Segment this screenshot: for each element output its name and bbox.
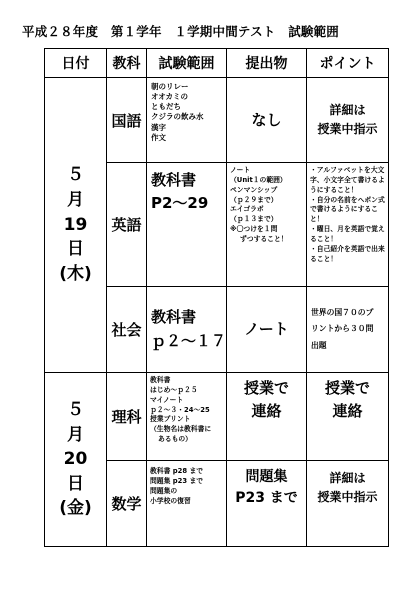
point-line: 詳細は bbox=[329, 471, 366, 485]
point-social bbox=[307, 287, 389, 373]
range-line: 朝のリレー bbox=[151, 82, 189, 91]
range-line: ｐ２～１７ bbox=[151, 331, 227, 350]
date-text: ５ bbox=[67, 399, 84, 420]
point-line: ・自分の名前をヘボン式で書けるようにすること！ bbox=[310, 195, 385, 224]
range-line: 教科書 bbox=[151, 171, 197, 189]
point-line: ・アルファベットを大文字、小文字全て書けるようにすること！ bbox=[310, 166, 385, 194]
subject-science: 理科 bbox=[107, 373, 147, 461]
range-line: 問題集の bbox=[150, 486, 178, 495]
date-text: 日 bbox=[67, 239, 84, 260]
point-line: 授業中指示 bbox=[317, 489, 378, 504]
table-row bbox=[45, 373, 389, 461]
point-line: ・自己紹介を英語で出来ること！ bbox=[310, 244, 385, 263]
range-science bbox=[147, 373, 227, 461]
header-range: 試験範囲 bbox=[147, 49, 227, 78]
submit-line: 問題集 bbox=[245, 469, 288, 485]
subject-math: 数学 bbox=[107, 461, 147, 547]
date-text: 月 bbox=[67, 190, 84, 211]
date-cell-day1 bbox=[45, 78, 107, 373]
submit-social: ノート bbox=[227, 287, 307, 373]
range-line: 問題集 p23 まで bbox=[150, 476, 204, 485]
submit-line: ※〇つけを１問 bbox=[230, 225, 278, 234]
range-line: クジラの飲み水 bbox=[151, 112, 204, 122]
range-line: はじめ～ｐ２５ bbox=[150, 385, 198, 394]
submit-english bbox=[227, 163, 307, 287]
exam-range-table bbox=[44, 48, 389, 547]
range-japanese bbox=[147, 78, 227, 163]
range-english bbox=[147, 163, 227, 287]
header-row bbox=[45, 49, 389, 78]
date-text: ５ bbox=[67, 165, 84, 186]
header-submission: 提出物 bbox=[227, 49, 307, 78]
point-math bbox=[307, 461, 389, 547]
range-line: ともだち bbox=[151, 102, 181, 112]
date-cell-day2 bbox=[45, 373, 107, 547]
submit-line: ずつすること！ bbox=[240, 234, 288, 243]
date-text: (木) bbox=[59, 263, 92, 284]
point-line: 出題 bbox=[311, 340, 327, 350]
range-line: マイノート bbox=[150, 395, 184, 404]
point-science bbox=[307, 373, 389, 461]
date-text: 19 bbox=[63, 214, 88, 235]
range-line: オオカミの bbox=[151, 92, 189, 102]
date-text: 20 bbox=[63, 449, 88, 470]
submit-line: ペンマンシップ bbox=[230, 185, 278, 194]
submit-line: （ｐ２９まで） bbox=[230, 195, 278, 204]
header-date: 日付 bbox=[45, 49, 107, 78]
subject-english: 英語 bbox=[107, 163, 147, 287]
header-subject: 教科 bbox=[107, 49, 147, 78]
range-line: 漢字 bbox=[151, 122, 166, 132]
date-text: 日 bbox=[67, 473, 84, 494]
range-math bbox=[147, 461, 227, 547]
submit-line: 連絡 bbox=[251, 401, 282, 420]
range-line: （生物名は教科書に bbox=[150, 425, 212, 434]
submit-line: エイゴラボ bbox=[230, 205, 264, 214]
date-text: (金) bbox=[59, 498, 92, 519]
point-line: 世界の国７０のプ bbox=[311, 307, 374, 317]
point-line: 授業で bbox=[324, 379, 370, 397]
point-line: ・曜日、月を英語で覚えること！ bbox=[310, 225, 385, 243]
submit-science bbox=[227, 373, 307, 461]
range-social bbox=[147, 287, 227, 373]
range-line: 教科書 bbox=[150, 376, 171, 384]
range-line: あるもの） bbox=[158, 435, 192, 444]
point-line: リントから３０問 bbox=[311, 324, 374, 334]
point-line: 授業中指示 bbox=[317, 122, 378, 136]
table-row bbox=[45, 78, 389, 163]
subject-social: 社会 bbox=[107, 287, 147, 373]
point-line: 連絡 bbox=[332, 401, 363, 420]
point-japanese bbox=[307, 78, 389, 163]
range-line: P2～29 bbox=[151, 194, 209, 213]
point-line: 詳細は bbox=[329, 103, 366, 118]
submit-japanese: なし bbox=[227, 78, 307, 163]
date-text: 月 bbox=[67, 424, 84, 445]
header-point: ポイント bbox=[307, 49, 389, 78]
submit-line: （ｐ１３まで） bbox=[230, 215, 278, 224]
submit-line: P23 まで bbox=[235, 490, 298, 506]
point-english bbox=[307, 163, 389, 287]
range-line: ｐ２～３・24～25 bbox=[150, 405, 210, 414]
range-line: 小学校の復習 bbox=[150, 496, 191, 505]
page-title: 平成２８年度 第１学年 １学期中間テスト 試験範囲 bbox=[22, 24, 340, 39]
subject-japanese: 国語 bbox=[107, 78, 147, 163]
submit-line: ノート bbox=[230, 166, 251, 174]
range-line: 授業プリント bbox=[150, 415, 191, 424]
range-line: 教科書 p28 まで bbox=[150, 467, 204, 475]
submit-line: 授業で bbox=[243, 379, 289, 397]
submit-line: （Unit１の範囲） bbox=[230, 175, 287, 184]
range-line: 教科書 bbox=[151, 308, 197, 327]
submit-math bbox=[227, 461, 307, 547]
range-line: 作文 bbox=[151, 132, 166, 142]
